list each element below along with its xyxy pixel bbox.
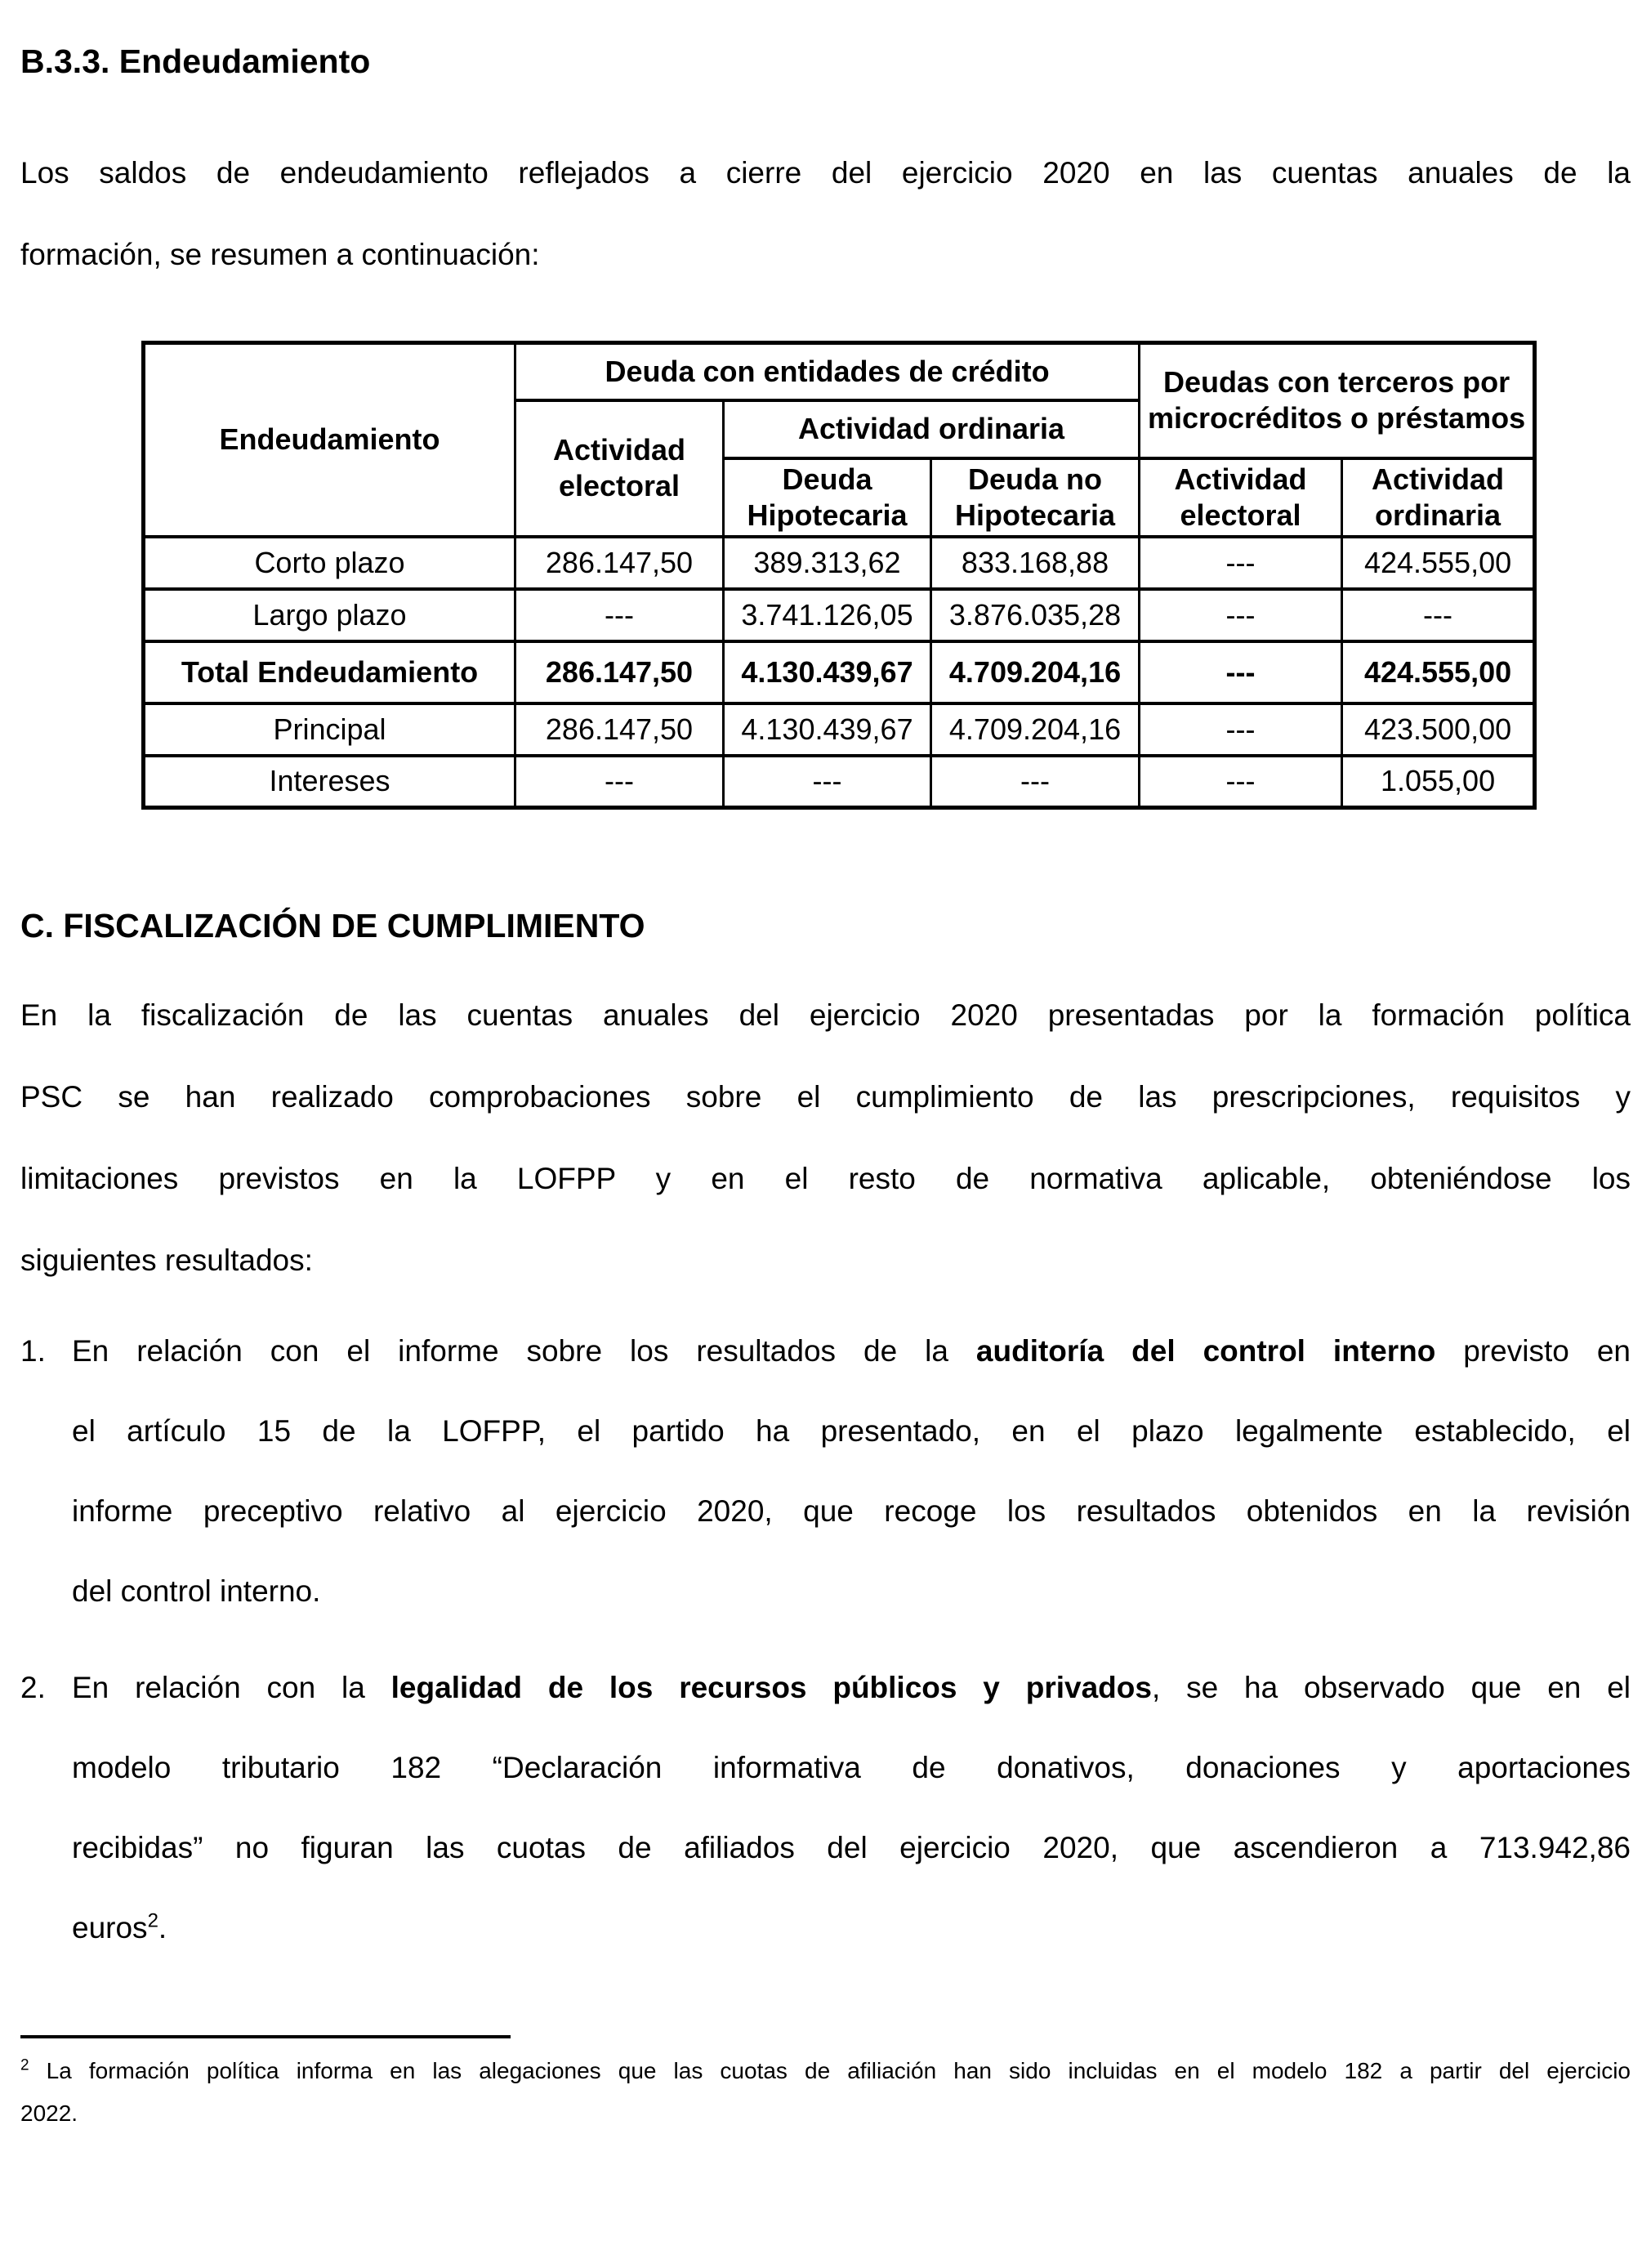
- footnote-separator: [20, 2035, 511, 2038]
- table-data-cell: 423.500,00: [1342, 703, 1535, 756]
- table-row: [144, 703, 1535, 756]
- table-data-cell: 286.147,50: [515, 703, 724, 756]
- paragraph-line: En relación con la legalidad de los recursos públicos y privados, se ha observado que en el: [72, 1671, 1631, 1704]
- footnote-line: $^2$ La formación política informa en las alegaciones que las cuotas de afiliación han sido incluidas en el modelo 182 a partir del ejercicio: [20, 2056, 1631, 2083]
- table-row: [144, 589, 1535, 641]
- debt-table: [141, 341, 1537, 810]
- paragraph-line: modelo tributario 182 “Declaración informativa de donativos, donaciones y aportaciones: [72, 1751, 1631, 1784]
- table-data-cell: ---: [515, 589, 724, 641]
- section-c-heading: C. FISCALIZACIÓN DE CUMPLIMIENTO: [20, 907, 645, 944]
- footnote-marker: 2: [20, 2056, 29, 2074]
- table-row: [144, 537, 1535, 589]
- table-data-cell: ---: [724, 756, 931, 808]
- list-item-number: 2.: [20, 1671, 46, 1704]
- table-data-cell: 424.555,00: [1342, 641, 1535, 703]
- table-data-cell: ---: [931, 756, 1140, 808]
- table-header-actividad-ordinaria-terceros: Actividad ordinaria: [1342, 458, 1535, 537]
- table-data-cell: ---: [1140, 537, 1342, 589]
- table-data-cell: 4.709.204,16: [931, 641, 1140, 703]
- table-row-total: [144, 641, 1535, 703]
- footnote-reference: 2: [147, 1909, 158, 1932]
- paragraph-line: En relación con el informe sobre los resultados de la auditoría del control interno previsto en: [72, 1334, 1631, 1368]
- paragraph-line: informe preceptivo relativo al ejercicio 2020, que recoge los resultados obtenidos en la revisión: [72, 1494, 1631, 1528]
- table-data-cell: 4.709.204,16: [931, 703, 1140, 756]
- row-label: Intereses: [144, 756, 515, 808]
- table-data-cell: ---: [1140, 641, 1342, 703]
- table-data-cell: 4.130.439,67: [724, 641, 931, 703]
- list-item-1: [20, 1311, 1631, 1632]
- bold-phrase: legalidad de los recursos públicos y privados: [390, 1671, 1152, 1704]
- table-header-group-terceros: Deudas con terceros por microcréditos o préstamos: [1140, 343, 1535, 458]
- table-header-endeudamiento: Endeudamiento: [144, 343, 515, 537]
- row-label: Principal: [144, 703, 515, 756]
- footnote: [20, 2050, 1631, 2135]
- paragraph-line: PSC se han realizado comprobaciones sobre el cumplimiento de las prescripciones, requisitos y: [20, 1080, 1631, 1114]
- list-item-number: 1.: [20, 1334, 46, 1368]
- paragraph-line: el artículo 15 de la LOFPP, el partido ha presentado, en el plazo legalmente establecido, el: [72, 1414, 1631, 1448]
- row-label: Largo plazo: [144, 589, 515, 641]
- table-header-actividad-electoral-terceros: Actividad electoral: [1140, 458, 1342, 537]
- paragraph-line: recibidas” no figuran las cuotas de afiliados del ejercicio 2020, que ascendieron a 713.942,86: [72, 1831, 1631, 1864]
- table-data-cell: 424.555,00: [1342, 537, 1535, 589]
- paragraph-line: En la fiscalización de las cuentas anuales del ejercicio 2020 presentadas por la formación política: [20, 998, 1631, 1032]
- row-label: Total Endeudamiento: [144, 641, 515, 703]
- list-item-2: [20, 1648, 1631, 1968]
- table-header-deuda-hipotecaria: Deuda Hipotecaria: [724, 458, 931, 537]
- paragraph-line: del control interno.: [72, 1574, 321, 1608]
- page-content: [20, 0, 1631, 2135]
- table-data-cell: 286.147,50: [515, 537, 724, 589]
- table-data-cell: ---: [1140, 756, 1342, 808]
- footnote-line: 2022.: [20, 2101, 78, 2126]
- paragraph-line: formación, se resumen a continuación:: [20, 238, 540, 271]
- section-b-heading: B.3.3. Endeudamiento: [20, 42, 371, 80]
- compliance-paragraph: [20, 975, 1631, 1301]
- table-data-cell: 1.055,00: [1342, 756, 1535, 808]
- table-header-actividad-electoral-credito: Actividad electoral: [515, 400, 724, 537]
- table-header-actividad-ordinaria-credito: Actividad ordinaria: [724, 400, 1140, 458]
- table-data-cell: 4.130.439,67: [724, 703, 931, 756]
- table-data-cell: ---: [1140, 703, 1342, 756]
- paragraph-line: limitaciones previstos en la LOFPP y en el resto de normativa aplicable, obteniéndose los: [20, 1162, 1631, 1195]
- table-data-cell: ---: [1140, 589, 1342, 641]
- table-data-cell: 286.147,50: [515, 641, 724, 703]
- table-header-group-credito: Deuda con entidades de crédito: [515, 343, 1140, 400]
- table-data-cell: ---: [515, 756, 724, 808]
- row-label: Corto plazo: [144, 537, 515, 589]
- table-data-cell: 389.313,62: [724, 537, 931, 589]
- table-data-cell: ---: [1342, 589, 1535, 641]
- paragraph-line: siguientes resultados:: [20, 1243, 313, 1277]
- table-data-cell: 833.168,88: [931, 537, 1140, 589]
- paragraph-line: Los saldos de endeudamiento reflejados a cierre del ejercicio 2020 en las cuentas anuales de la: [20, 156, 1631, 190]
- table-header-deuda-no-hipotecaria: Deuda no Hipotecaria: [931, 458, 1140, 537]
- intro-paragraph: [20, 132, 1631, 296]
- table-row: [144, 756, 1535, 808]
- bold-phrase: auditoría del control interno: [975, 1334, 1436, 1368]
- table-data-cell: 3.876.035,28: [931, 589, 1140, 641]
- paragraph-line: euros$^2$.: [72, 1909, 167, 1944]
- table-data-cell: 3.741.126,05: [724, 589, 931, 641]
